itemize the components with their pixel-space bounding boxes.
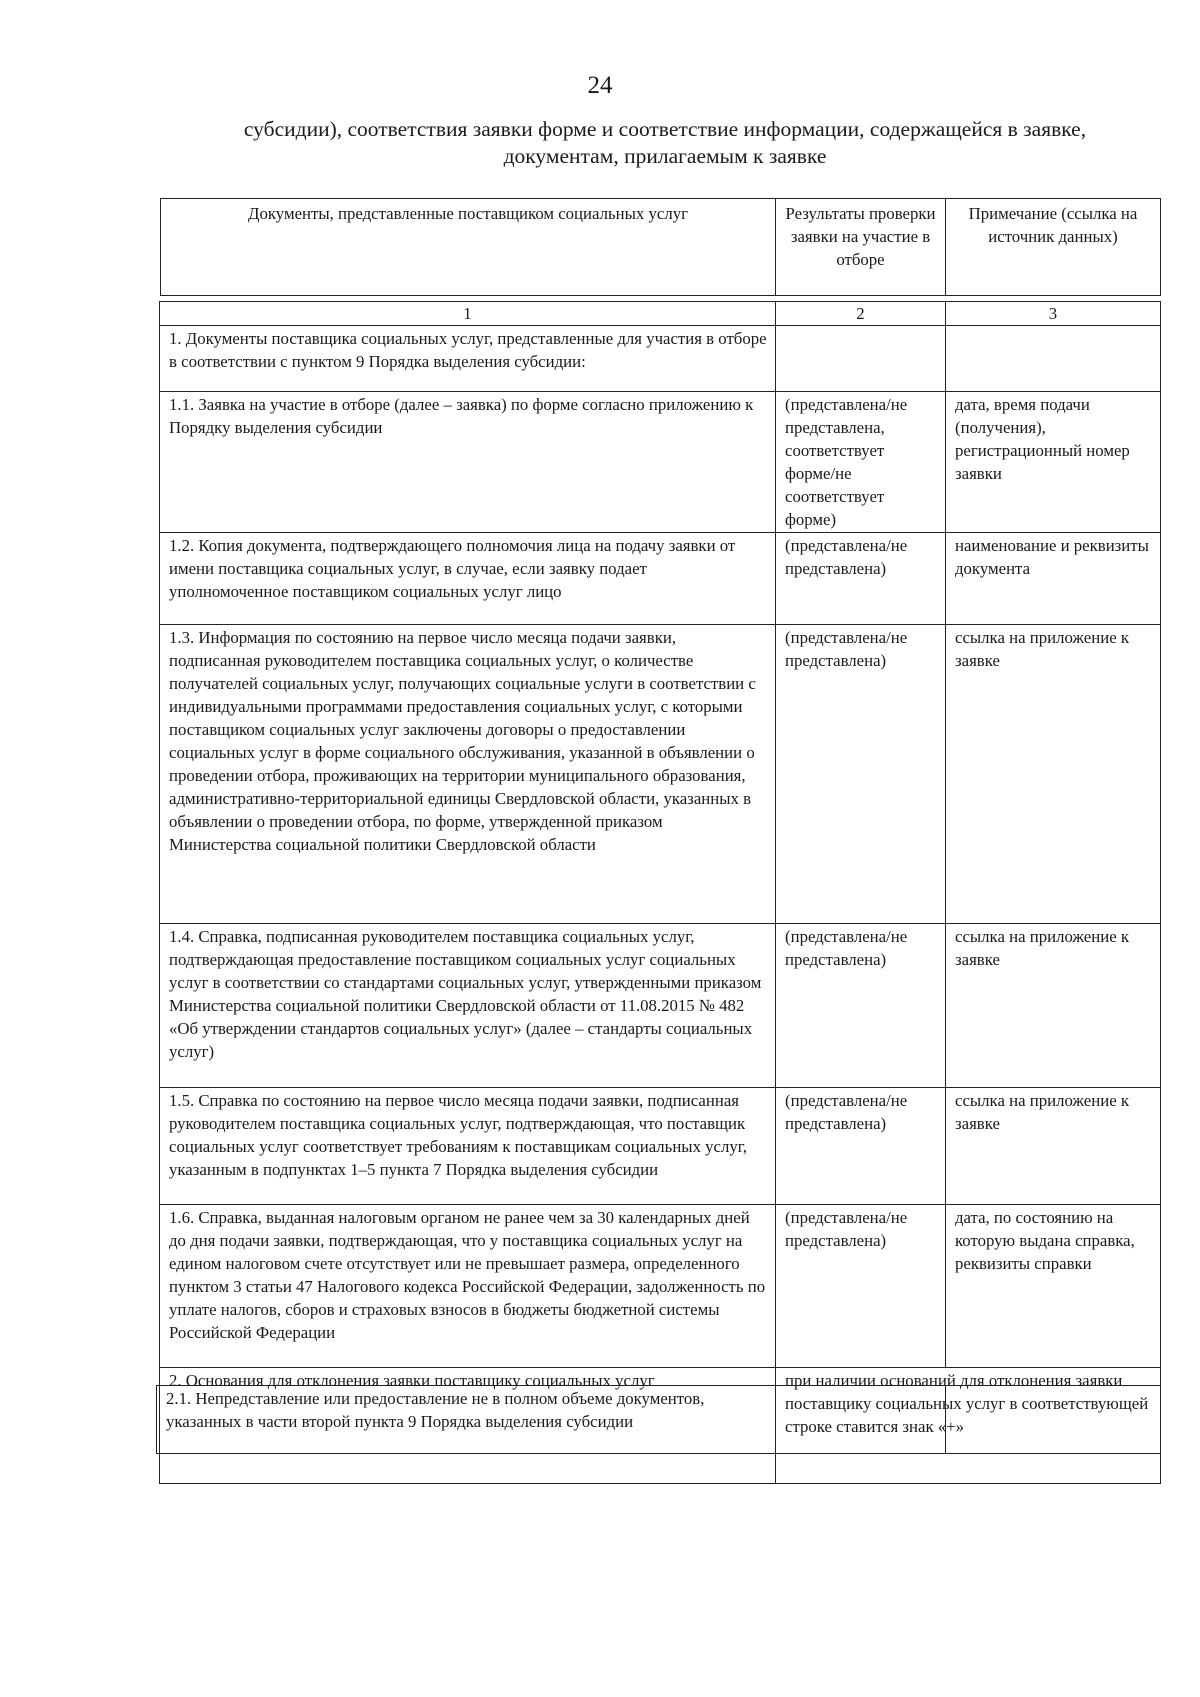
row-note: дата, время подачи (получения), регистрационный номер заявки [946, 392, 1161, 533]
page-number: 24 [587, 72, 613, 99]
table-row [160, 533, 1161, 625]
documents-table [159, 301, 1161, 1484]
row-note: наименование и реквизиты документа [946, 533, 1161, 625]
intro-line-1: субсидии), соответствия заявки форме и соответствие информации, содержащейся в заявке, [243, 117, 1087, 141]
row-result: (представлена/не представлена) [776, 924, 946, 1088]
row-document: 1.6. Справка, выданная налоговым органом не ранее чем за 30 календарных дней до дня подачи заявки, подтверждающая, что у поставщика социальных услуг на едином налоговом счете отсутствует или не превышает размера, определенного пунктом 3 статьи 47 Налогового кодекса Российской Федерации, задолженность по уплате налогов, сборов и страховых взносов в бюджеты бюджетной системы Российской Федерации [160, 1205, 776, 1368]
row-result: (представлена/не представлена) [776, 1088, 946, 1205]
rejection-table [156, 1385, 1161, 1454]
column-number-2: 2 [776, 302, 946, 326]
row-document: 1.1. Заявка на участие в отборе (далее – заявка) по форме согласно приложению к Порядку выделения субсидии [160, 392, 776, 533]
row-result: (представлена/не представлена, соответствует форме/не соответствует форме) [776, 392, 946, 533]
row-note [946, 1386, 1161, 1454]
header-table [160, 198, 1161, 296]
header-row [161, 199, 1161, 296]
table-row [160, 392, 1161, 533]
row-result: (представлена/не представлена) [776, 625, 946, 924]
row-document: 1. Документы поставщика социальных услуг, представленные для участия в отборе в соответствии с пунктом 9 Порядка выделения субсидии: [160, 326, 776, 392]
header-note: Примечание (ссылка на источник данных) [946, 199, 1161, 296]
row-result: (представлена/не представлена) [776, 533, 946, 625]
intro-line-2: документам, прилагаемым к заявке [503, 144, 827, 168]
intro-text [170, 116, 1160, 170]
row-result [776, 326, 946, 392]
table-row [160, 1088, 1161, 1205]
column-numbers-row [160, 302, 1161, 326]
table-row [160, 326, 1161, 392]
row-note [946, 326, 1161, 392]
row-document: 1.2. Копия документа, подтверждающего полномочия лица на подачу заявки от имени поставщика социальных услуг, в случае, если заявку подает уполномоченное поставщиком социальных услуг лицо [160, 533, 776, 625]
row-result [776, 1386, 946, 1454]
header-documents: Документы, представленные поставщиком социальных услуг [161, 199, 776, 296]
row-note: дата, по состоянию на которую выдана справка, реквизиты справки [946, 1205, 1161, 1368]
table-row [160, 924, 1161, 1088]
row-note: ссылка на приложение к заявке [946, 1088, 1161, 1205]
row-document: 1.4. Справка, подписанная руководителем поставщика социальных услуг, подтверждающая предоставление поставщиком социальных услуг социальных услуг в соответствии со стандартами социальных услуг, утвержденными приказом Министерства социальной политики Свердловской области от 11.08.2015 № 482 «Об утверждении стандартов социальных услуг» (далее – стандарты социальных услуг) [160, 924, 776, 1088]
row-document: 2.1. Непредставление или предоставление не в полном объеме документов, указанных в части второй пункта 9 Порядка выделения субсидии [157, 1386, 776, 1454]
header-results: Результаты проверки заявки на участие в отборе [776, 199, 946, 296]
table-row [160, 1205, 1161, 1368]
section-2-instruction: при наличии оснований для отклонения заявки поставщику социальных услуг в соответствующей строке ставится знак «+» [776, 1368, 1161, 1484]
column-number-3: 3 [946, 302, 1161, 326]
section-2-title: 2. Основания для отклонения заявки поставщику социальных услуг [160, 1368, 776, 1484]
row-document: 1.3. Информация по состоянию на первое число месяца подачи заявки, подписанная руководителем поставщика социальных услуг, о количестве получателей социальных услуг, получающих социальные услуги в соответствии с индивидуальными программами предоставления социальных услуг, с которыми поставщиком социальных услуг заключены договоры о предоставлении социальных услуг в форме социального обслуживания, указанной в объявлении о проведении отбора, проживающих на территории муниципального образования, административно-территориальной единицы Свердловской области, указанных в объявлении о проведении отбора, по форме, утвержденной приказом Министерства социальной политики Свердловской области [160, 625, 776, 924]
table-row [160, 625, 1161, 924]
column-number-1: 1 [160, 302, 776, 326]
row-note: ссылка на приложение к заявке [946, 625, 1161, 924]
row-note: ссылка на приложение к заявке [946, 924, 1161, 1088]
row-document: 1.5. Справка по состоянию на первое число месяца подачи заявки, подписанная руководителем поставщика социальных услуг, подтверждающая, что поставщик социальных услуг соответствует требованиям к поставщикам социальных услуг, указанным в подпунктах 1–5 пункта 7 Порядка выделения субсидии [160, 1088, 776, 1205]
table-row [157, 1386, 1161, 1454]
row-result: (представлена/не представлена) [776, 1205, 946, 1368]
